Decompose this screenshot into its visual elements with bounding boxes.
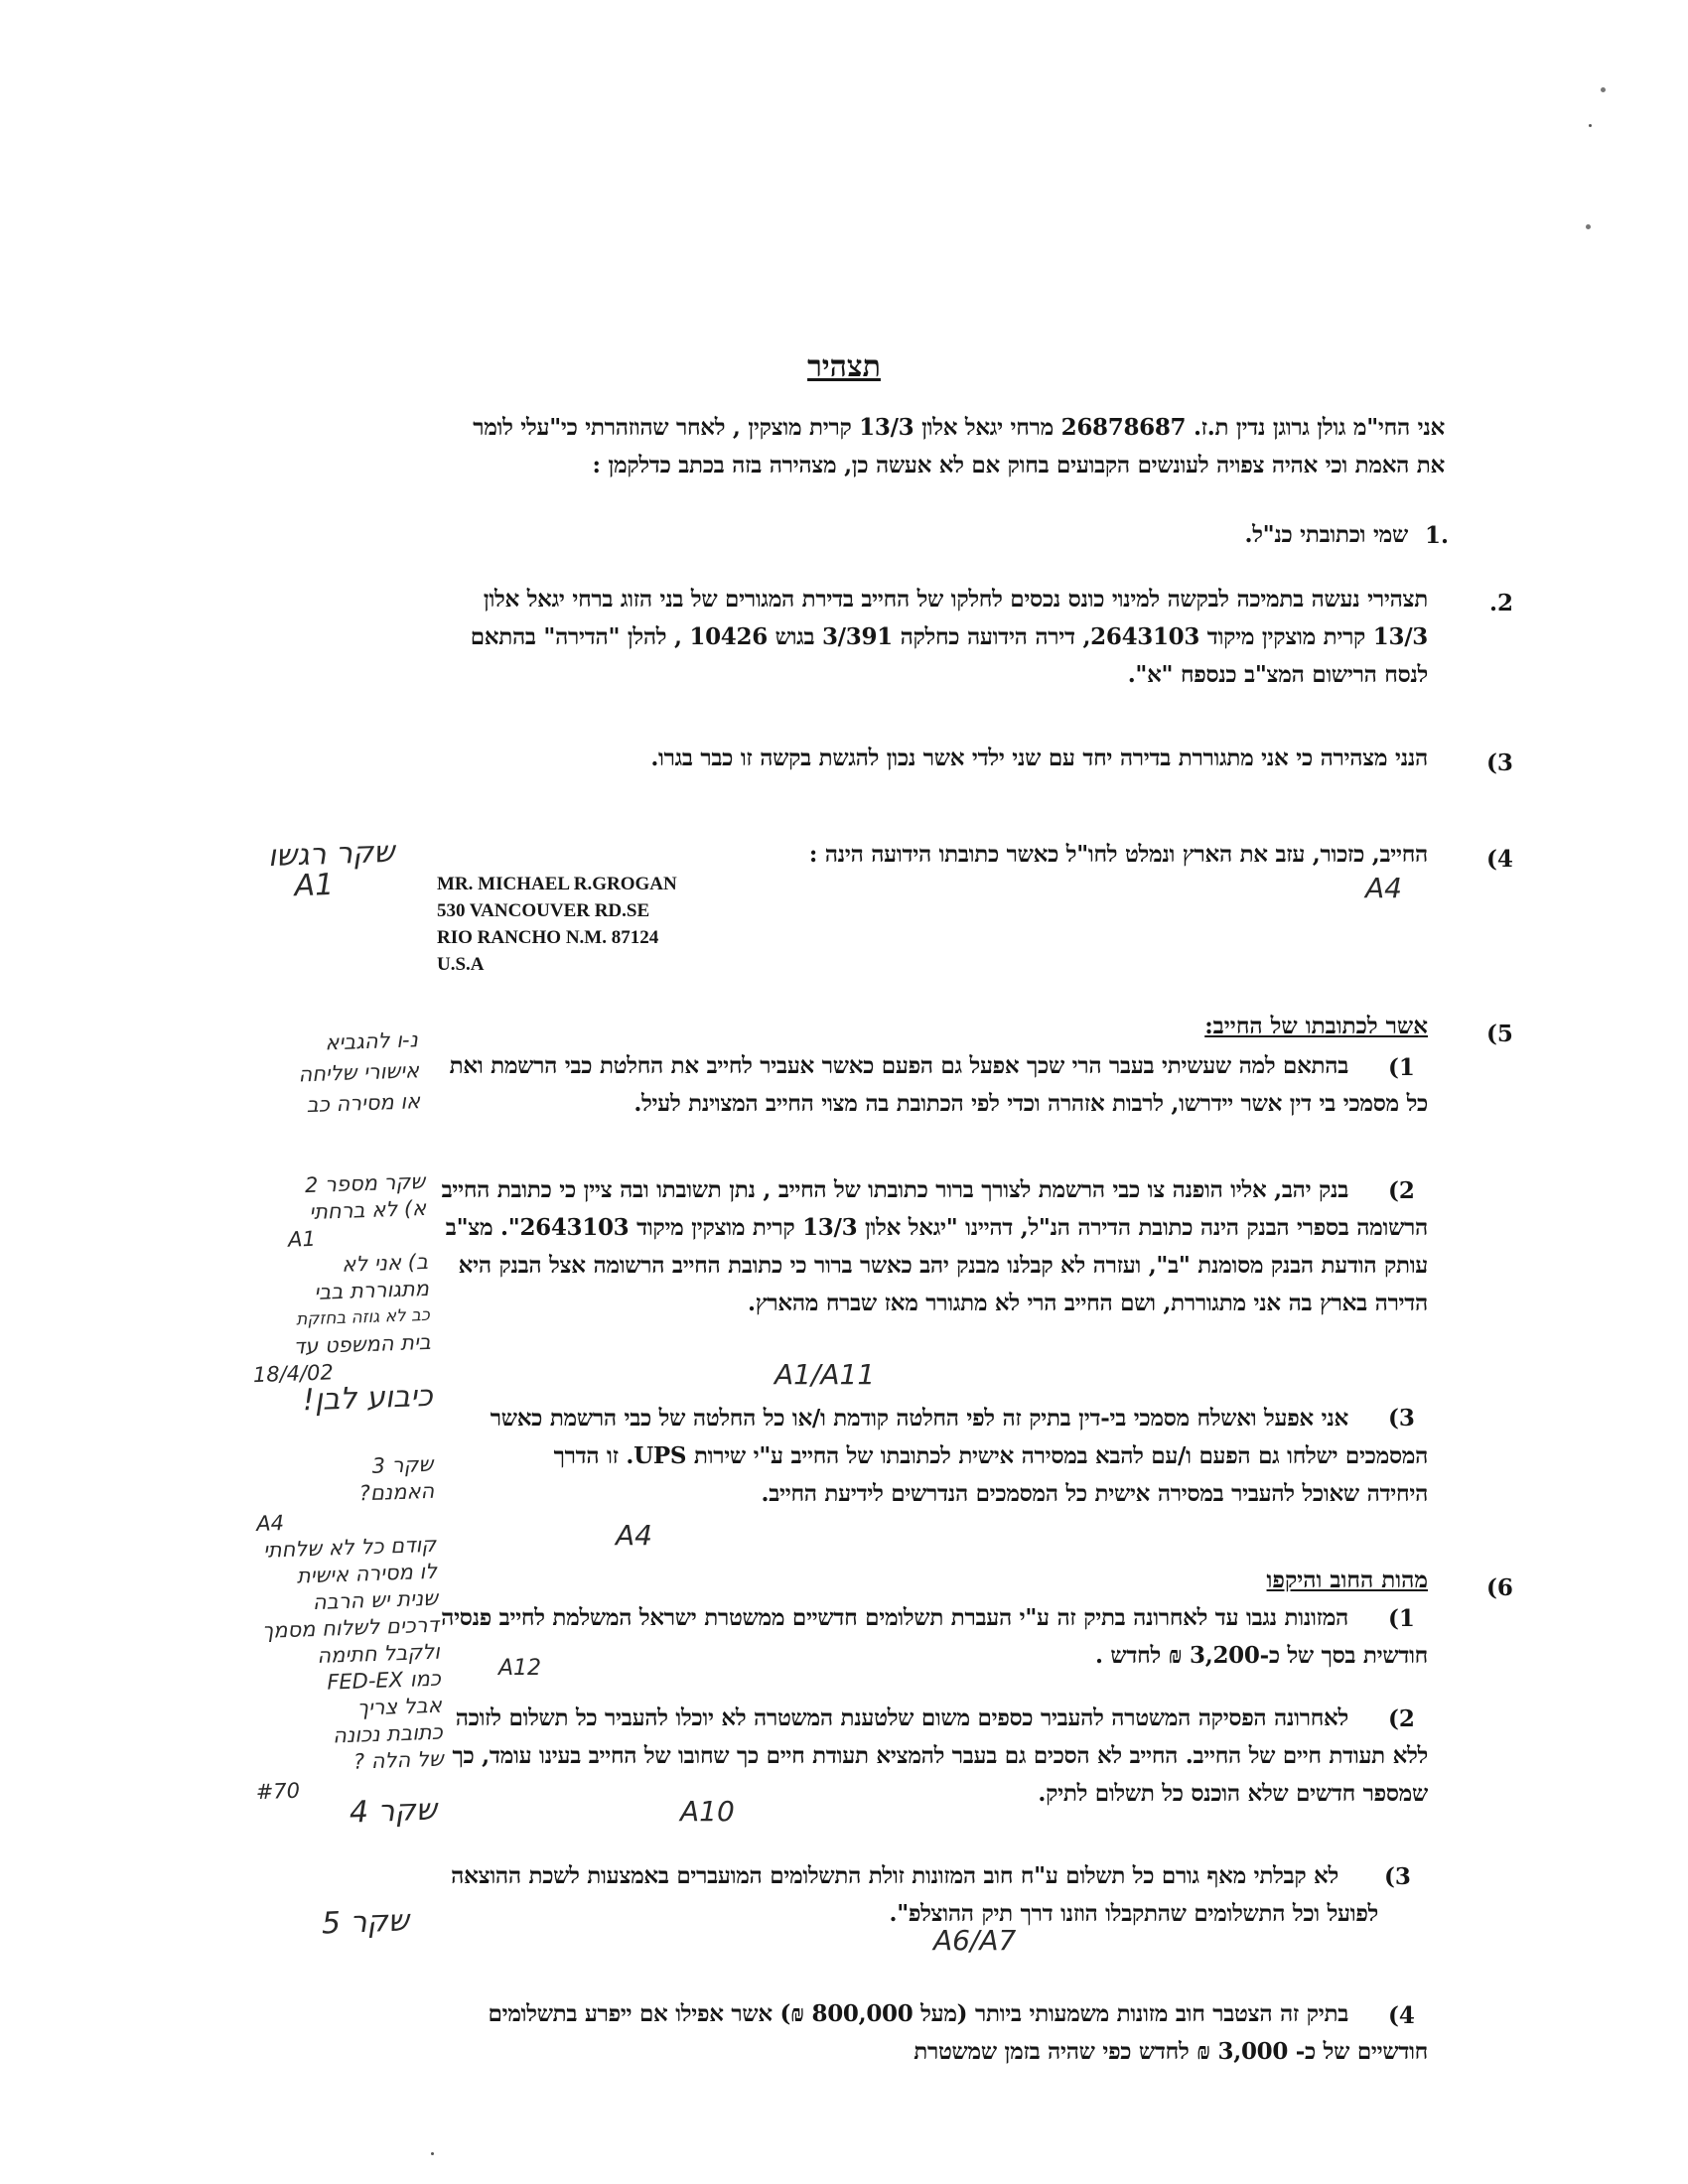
handwritten-line: קודם כל לא שלחתי <box>262 1532 437 1563</box>
section-6-heading: מהות החוב והיקפו <box>1266 1567 1428 1593</box>
address-line-city: RIO RANCHO N.M. 87124 <box>437 927 659 948</box>
intro-paragraph: אני החי"מ גולן גרוגן נדין ת.ז. 26878687 מרחי יגאל אלון 13/3 קרית מוצקין , לאחר שהוזהרתי כי"עלי לומר את האמת וכי אהיה צפויה לעונשים הקבועים בחוק אם לא אעשה כן, מצהירה בזה בכתב כדלקמן : <box>473 414 1445 478</box>
handwritten-line: האמנם? <box>358 1478 435 1506</box>
handwritten-note-section-4 <box>265 834 396 904</box>
margin-mark-a12: A12 <box>498 1656 542 1681</box>
handwritten-line: אישורי שליחה <box>298 1058 420 1087</box>
section-6-3-text: לא קבלתי מאף גורם כל תשלום ע"ח חוב המזונות זולת התשלומים המועברים באמצעות לשכת ההוצאה לפועל וכל התשלומים שהתקבלו הוזנו דרך תיק ההוצלפ". <box>451 1862 1378 1927</box>
section-5-number: (5 <box>1486 1021 1513 1047</box>
section-5-1-text: בהתאם למה שעשיתי בעבר הרי שכך אפעל גם הפעם כאשר אעביר לחייב את החלטת כבי הרשמת ואת כל מסמכי בי דין אשר יידרשו, לרבות אזהרה וכדי לפי הכתובת בה מצוי החייב המצוינת לעיל. <box>449 1052 1428 1117</box>
handwritten-line: או מסירה כב <box>306 1089 421 1118</box>
handwritten-line: #70 <box>255 1778 301 1805</box>
handwritten-line: לו מסירה אישית <box>296 1559 438 1588</box>
handwritten-note-section-5-1 <box>258 1024 420 1123</box>
handwritten-note-section-6-2: שקר 4 <box>349 1792 438 1831</box>
handwritten-line: של הלה ? <box>352 1746 445 1774</box>
section-2-text: תצהירי נעשה בתמיכה לבקשה למינוי כונס נכסים לחלקו של החייב בדירת המגורים של בני הזוג ברחי יגאל אלון 13/3 קרית מוצקין מיקוד 2643103, דירה הידועה כחלקה 3/391 בגוש 10426 , להלן "הדירה" בהתאם לנסח הרישום המצ"ב כנספח "א". <box>470 586 1428 688</box>
handwritten-line: כמו FED-EX <box>326 1666 442 1695</box>
document-title: תצהיר <box>807 349 881 384</box>
margin-mark-a4: A4 <box>1365 872 1402 904</box>
section-1-text: שמי וכתובתי כנ"ל. <box>1244 521 1408 548</box>
scan-speck <box>1586 224 1591 229</box>
section-4-number: (4 <box>1486 846 1513 873</box>
handwritten-line: ב) אני לא <box>341 1249 429 1277</box>
handwritten-note-section-5-2 <box>246 1168 434 1419</box>
handwritten-line: שקר 3 <box>371 1451 434 1478</box>
handwritten-line: דרכים לשלוח מסמך <box>261 1612 440 1643</box>
handwritten-line: א) לא ברחתי <box>308 1195 427 1225</box>
section-6-4-text: בתיק זה הצטבר חוב מזונות משמעותי ביותר (מעל 800,000 ₪) אשר אפילו אם ייפרע בתשלומים חודשיים של כ- 3,000 ₪ לחדש כפי שהיה בזמן שמשטרת <box>488 2000 1428 2065</box>
margin-mark-a10: A10 <box>680 1795 735 1828</box>
section-6-2-text: לאחרונה הפסיקה המשטרה להעביר כספים משום שלטענת המשטרה לא יוכלו להעביר כל תשלום לזוכה ללא תעודת חיים של החייב. החייב לא הסכים גם בעבר להמציא תעודת חיים כך שחובו של החייב בעינו עומד, כך שמספר חדשים שלא הוכנס כל תשלום לתיק. <box>452 1705 1428 1807</box>
section-6-4-number: (4 <box>1388 2002 1415 2029</box>
margin-mark-a4: A4 <box>616 1519 652 1552</box>
section-5-3-text: אני אפעל ואשלח מסמכי בי-דין בתיק זה לפי החלטה קודמת ו/או כל החלטה של כבי הרשמת כאשר המסמכים ישלחו גם הפעם ו/עם להבא במסירה אישית לכתובתו של החייב ע"י שירות UPS. זו הדרך היחידה שאוכל להעביר במסירה אישית כל המסמכים הנדרשים לידיעת החייב. <box>490 1405 1428 1507</box>
handwritten-line: 18/4/02 <box>252 1360 335 1388</box>
handwritten-line: A1 <box>287 1226 317 1252</box>
section-2-number: .2 <box>1489 590 1514 616</box>
section-6-1-text: המזונות נגבו עד לאחרונה בתיק זה ע"י העברת תשלומים חדשיים ממשטרת ישראל המשלמת לחייב פנסיה חודשית בסך של כ-3,200 ₪ לחדש . <box>441 1604 1428 1669</box>
section-5-2-number: (2 <box>1388 1177 1415 1204</box>
section-6-2-number: (2 <box>1388 1706 1415 1732</box>
address-line-street: 530 VANCOUVER RD.SE <box>437 900 650 921</box>
handwritten-line: כיבוע לבן! <box>302 1378 434 1419</box>
handwritten-line: כתובת נכונה <box>332 1719 444 1748</box>
margin-mark-a6-a7: A6/A7 <box>933 1924 1017 1957</box>
scan-speck <box>1589 124 1592 127</box>
section-6-1-number: (1 <box>1388 1605 1415 1632</box>
section-1-number: 1. <box>1425 522 1450 549</box>
section-3-number: (3 <box>1486 750 1513 776</box>
scan-speck <box>1601 87 1606 92</box>
section-5-2-text: בנק יהב, אליו הופנה צו כבי הרשמת לצורך ברור כתובתו של החייב , נתן תשובתו ובה ציין כי כתובת החייב הרשומה בספרי הבנק הינה כתובת הדירה הנ"ל, דהיינו "יגאל אלון 13/3 קרית מוצקין מיקוד 2643103". מצ"ב עותק הודעת הבנק מסומנת "ב", ועזרה לא קבלנו מבנק יהב כאשר ברור כי כתובת החייב הרשומה אצל הבנק היא הדירה בארץ בה אני מתגוררת, ושם החייב הרי לא מתגורר מאז שברח מהארץ. <box>441 1176 1428 1316</box>
handwritten-line: בית המשפט עד <box>293 1329 432 1359</box>
section-6-number: (6 <box>1486 1574 1513 1601</box>
margin-mark-a1-a11: A1/A11 <box>774 1358 876 1391</box>
handwritten-line: ולקבל חתימה <box>317 1639 441 1668</box>
section-5-heading: אשר לכתובתו של החייב: <box>1204 1013 1428 1039</box>
section-5-3-number: (3 <box>1388 1405 1415 1432</box>
handwritten-note-section-5-3 <box>244 1451 445 1806</box>
section-4-text: החייב, כזכור, עזב את הארץ ונמלט לחו"ל כאשר כתובתו הידועה הינה : <box>808 841 1428 868</box>
handwritten-line: שנית יש הרבה <box>312 1585 439 1615</box>
handwritten-line: כב לא גוזה בחזקת <box>295 1304 431 1330</box>
scan-speck <box>431 2152 434 2155</box>
debtor-address <box>437 871 677 978</box>
handwritten-note-section-6-3: שקר 5 <box>321 1903 410 1942</box>
handwritten-line: שקר מספר 2 <box>304 1168 426 1198</box>
address-line-country: U.S.A <box>437 954 485 975</box>
handwritten-line: מתגוררת בבי <box>313 1276 430 1304</box>
handwritten-line: שקר רגשו <box>267 834 396 875</box>
handwritten-line: אבל צריך <box>356 1693 443 1720</box>
address-line-name: MR. MICHAEL R.GROGAN <box>437 874 677 894</box>
section-3-text: הנני מצהירה כי אני מתגוררת בדירה יחד עם שני ילדי אשר נכון להגשת בקשה זו כבר בגרו. <box>650 745 1428 771</box>
section-5-1-number: (1 <box>1388 1054 1415 1081</box>
handwritten-line: נ-ו להגביא <box>324 1027 419 1055</box>
section-6-3-number: (3 <box>1384 1863 1411 1890</box>
handwritten-line: A1 <box>293 867 335 904</box>
handwritten-line: A4 <box>255 1511 285 1537</box>
